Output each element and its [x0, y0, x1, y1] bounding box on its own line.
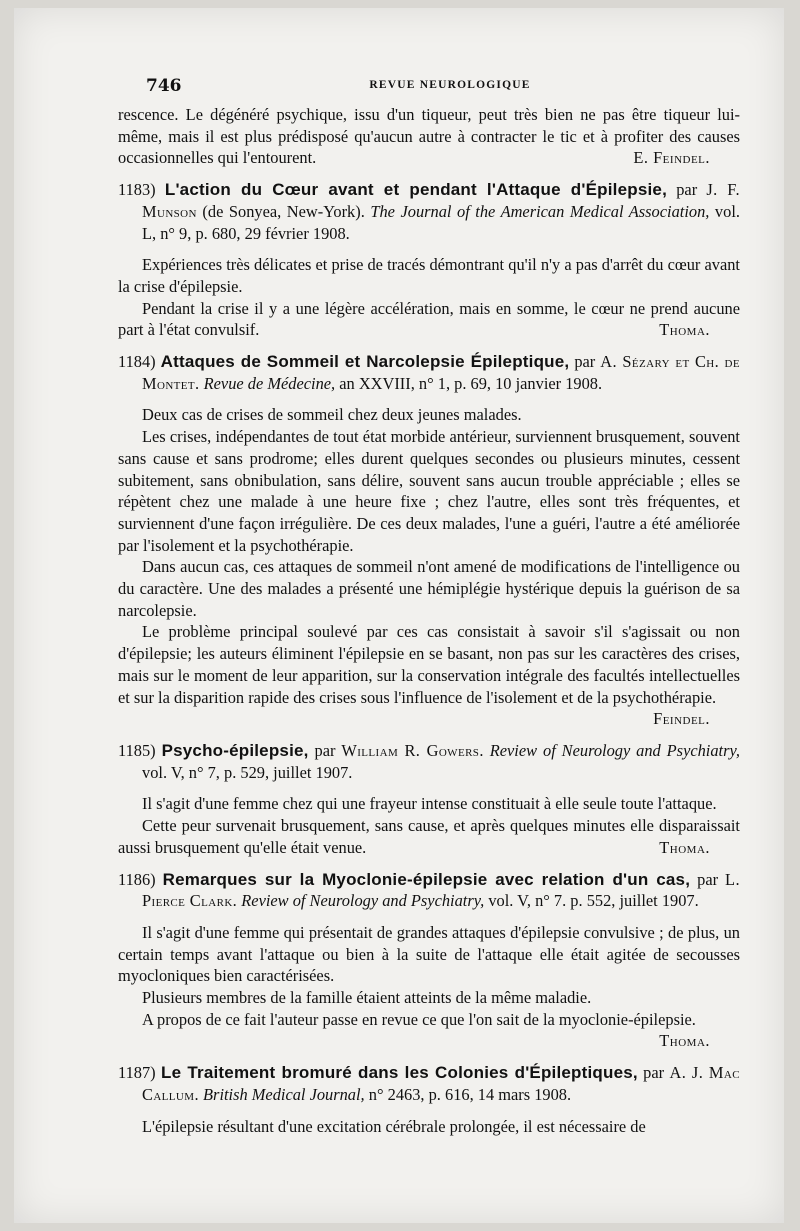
page-header: [146, 76, 754, 100]
entry-author-prefix: par: [676, 180, 698, 200]
entry-paragraph: [118, 404, 740, 426]
paragraph-text: L'épilepsie résultant d'une excitation cérébrale prolongée, il est nécessaire de: [142, 1116, 646, 1136]
entry-number: 1184): [118, 352, 156, 372]
entry-signature: Thoma.: [659, 320, 710, 340]
entry-paragraph: [118, 254, 740, 297]
entry-paragraph: [118, 621, 740, 730]
entry-journal: The Journal of the American Medical Association,: [370, 201, 710, 221]
intro-signature: E. Feindel.: [633, 148, 710, 168]
entry-paragraph: [118, 298, 740, 341]
entry-paragraph: [118, 1116, 740, 1138]
entry-journal: Revue de Médecine,: [203, 373, 336, 393]
entry-author-prefix: par: [697, 869, 719, 889]
paragraph-text: Dans aucun cas, ces attaques de sommeil n'ont amené de modifications de l'intelligence ou du caractère. Une des malades a présenté une hémiplégie hystérique depuis la guérison de sa narcolepsie.: [118, 557, 740, 620]
paragraph-text: Le problème principal soulevé par ces cas consistait à savoir s'il s'agissait ou non d'épilepsie; les auteurs éliminent l'épilepsie en se basant, non pas sur les caractères des crises, mais sur le moment de leur apparition, sur la conservation intégrale des facultés intellectuelles et sur la disparition rapide des crises sous l'influence de l'isolement et de la psychothérapie.: [118, 622, 740, 707]
entry-number: 1187): [118, 1063, 156, 1083]
page-number: 746: [146, 76, 182, 96]
entry-paragraph: [118, 426, 740, 556]
paragraph-text: Plusieurs membres de la famille étaient atteints de la même maladie.: [142, 988, 592, 1008]
paragraph-text: Expériences très délicates et prise de tracés démontrant qu'il n'y a pas d'arrêt du cœur avant la crise d'épilepsie.: [118, 255, 740, 296]
paragraph-text: Il s'agit d'une femme chez qui une frayeur intense constituait à elle seule toute l'attaque.: [142, 794, 717, 814]
entry-heading: [118, 351, 740, 394]
entry-number: 1186): [118, 869, 156, 889]
paragraph-text: Pendant la crise il y a une légère accélération, mais en somme, le cœur ne prend aucune part à l'état convulsif.: [118, 298, 740, 340]
entry-paragraph: [118, 987, 740, 1009]
entry-reference: vol. L, n° 9, p. 680, 29 février 1908.: [142, 201, 740, 243]
entry-paragraph: [118, 556, 740, 621]
paragraph-text: Les crises, indépendantes de tout état morbide antérieur, surviennent brusquement, souvent sans cause et sans prodrome; elles durent quelques secondes ou plusieurs minutes, cessent subitement, sans obnibulation, sans délire, souvent sans aucun trouble appréciable ; elles se répètent chez une malade à une heure fixe ; chez l'autre, elles sont très fréquentes, et surviennent d'une façon irrégulière. De ces deux malades, l'une a guéri, l'autre a été améliorée par l'isolement et la psychothérapie.: [118, 427, 740, 555]
entry-paragraph: [118, 793, 740, 815]
intro-text: rescence. Le dégénéré psychique, issu d'un tiqueur, peut très bien ne pas être tiqueur lui-même, mais il est plus prédisposé qu'aucun autre à contracter le tic et à profiter des causes occasionnelles qui l'entourent.: [118, 105, 740, 168]
intro-paragraph: [118, 104, 740, 169]
entry-author: L. Pierce Clark.: [142, 869, 740, 911]
paragraph-text: Il s'agit d'une femme qui présentait de grandes attaques d'épilepsie convulsive ; de plus, un certain temps avant l'attaque ou bien à la suite de l'attaque elle était agitée de secousses myocloniques bien caractérisées.: [118, 922, 740, 986]
abstract-entries: [118, 179, 740, 1137]
entry-reference: vol. V, n° 7, p. 529, juillet 1907.: [142, 762, 353, 782]
entry-number: 1183): [118, 180, 156, 200]
entry-heading: [118, 740, 740, 783]
entry-paragraph: [118, 815, 740, 858]
entry-number: 1185): [118, 740, 156, 760]
entry-paragraph: [118, 1009, 740, 1052]
entry-journal: Review of Neurology and Psychiatry,: [489, 740, 740, 760]
entry-title: Remarques sur la Myoclonie-épilepsie avec relation d'un cas,: [162, 869, 691, 889]
entry-signature: Thoma.: [659, 1031, 710, 1051]
running-title: REVUE NEUROLOGIQUE: [369, 79, 531, 91]
entry-author: A. J. Mac Callum.: [142, 1063, 740, 1104]
entry-title: Le Traitement bromuré dans les Colonies d'Épileptiques,: [160, 1063, 638, 1083]
entry-title: Attaques de Sommeil et Narcolepsie Épileptique,: [160, 352, 570, 372]
entry-signature: Feindel.: [653, 709, 710, 729]
entry-journal: Review of Neurology and Psychiatry,: [241, 891, 485, 911]
entry-author: J. F. Munson: [142, 180, 740, 221]
entry-author: A. Sézary et Ch. de Montet.: [142, 352, 740, 393]
entry-title: L'action du Cœur avant et pendant l'Attaque d'Épilepsie,: [164, 180, 667, 200]
entry-title: Psycho-épilepsie,: [161, 740, 309, 760]
entry-author-prefix: par: [314, 740, 336, 760]
entry-author-prefix: par: [643, 1063, 665, 1083]
entry-heading: [118, 869, 740, 912]
paragraph-text: Deux cas de crises de sommeil chez deux jeunes malades.: [142, 405, 522, 425]
entry-author-prefix: par: [574, 352, 596, 372]
entry-author: William R. Gowers.: [341, 740, 484, 760]
entry-author-location: (de Sonyea, New-York).: [202, 201, 365, 221]
entry-reference: n° 2463, p. 616, 14 mars 1908.: [368, 1084, 572, 1104]
entry-heading: [118, 1062, 740, 1105]
entry-reference: vol. V, n° 7. p. 552, juillet 1907.: [488, 891, 699, 911]
paragraph-text: A propos de ce fait l'auteur passe en revue ce que l'on sait de la myoclonie-épilepsie.: [142, 1009, 696, 1029]
paragraph-text: Cette peur survenait brusquement, sans cause, et après quelques minutes elle disparaissait aussi brusquement qu'elle était venue.: [118, 816, 740, 857]
entry-reference: an XXVIII, n° 1, p. 69, 10 janvier 1908.: [339, 373, 603, 393]
entry-heading: [118, 179, 740, 244]
entry-paragraph: [118, 922, 740, 987]
entry-signature: Thoma.: [659, 837, 710, 857]
entry-journal: British Medical Journal,: [203, 1084, 365, 1104]
page-body: [118, 104, 740, 1137]
